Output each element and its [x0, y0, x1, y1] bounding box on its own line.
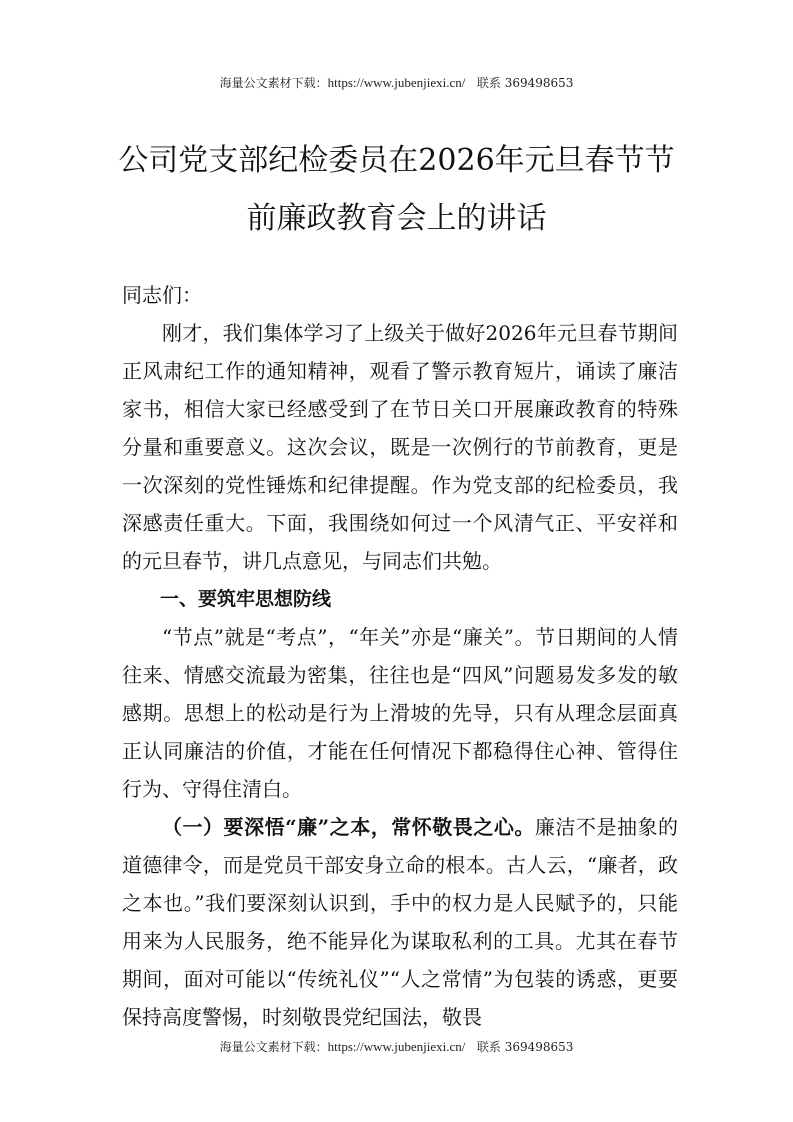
page-footer: [0, 1038, 793, 1055]
document-body: [122, 276, 678, 1036]
subsection-text-1: 廉洁不是抽象的道德律令，而是党员干部安身立命的根本。古人云，“廉者，政之本也。”我们要深刻认识到，手中的权力是人民赋予的，只能用来为人民服务，绝不能异化为谋取私利的工具。尤其在春节期间，面对可能以“传统礼仪”“人之常情”为包装的诱惑，更要保持高度警惕，时刻敬畏党纪国法，敬畏: [122, 815, 679, 1029]
section-heading-1: 一、要筑牢思想防线: [160, 588, 332, 610]
footer-contact: 联系 369498653: [476, 1040, 574, 1054]
paragraph-festival: “节点”就是“考点”，“年关”亦是“廉关”。节日期间的人情往来、情感交流最为密集，往往也是“四风”问题易发多发的敏感期。思想上的松动是行为上滑坡的先导，只有从理念层面真正认同廉洁的价值，才能在任何情况下都稳得住心神、管得住行为、守得住清白。: [122, 625, 678, 801]
paragraph-intro: 刚才，我们集体学习了上级关于做好2026年元旦春节期间正风肃纪工作的通知精神，观看了警示教育短片，诵读了廉洁家书，相信大家已经感受到了在节日关口开展廉政教育的特殊分量和重要意义。这次会议，既是一次例行的节前教育，更是一次深刻的党性锤炼和纪律提醒。作为党支部的纪检委员，我深感责任重大。下面，我围绕如何过一个风清气正、平安祥和的元旦春节，讲几点意见，与同志们共勉。: [122, 321, 678, 573]
document-title: [90, 132, 703, 248]
salutation: 同志们：: [122, 283, 202, 307]
paragraph-subsection-1: [122, 808, 678, 1036]
footer-prefix: 海量公文素材下载：: [219, 1040, 328, 1054]
page-header: [0, 74, 793, 91]
title-line-1: 公司党支部纪检委员在2026年元旦春节节: [118, 143, 675, 178]
header-url-link[interactable]: https://www.jubenjiexi.cn/: [327, 75, 466, 90]
header-contact: 联系 369498653: [476, 76, 574, 90]
title-line-2: 前廉政教育会上的讲话: [246, 201, 547, 236]
subsection-heading-1: （一）要深悟“廉”之本，常怀敬畏之心。: [162, 815, 535, 839]
footer-url-link[interactable]: https://www.jubenjiexi.cn/: [327, 1039, 466, 1054]
header-prefix: 海量公文素材下载：: [219, 76, 328, 90]
